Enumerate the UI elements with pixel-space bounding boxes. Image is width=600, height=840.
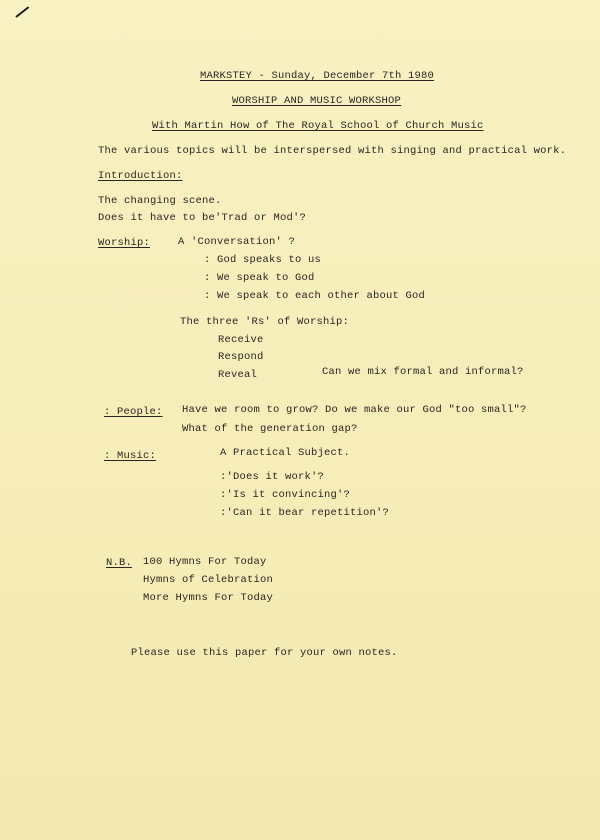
- nb-item: 100 Hymns For Today: [143, 556, 267, 568]
- introduction-line: The changing scene.: [98, 195, 222, 207]
- worship-point: : God speaks to us: [204, 254, 322, 266]
- introduction-line: Does it have to be'Trad or Mod'?: [98, 212, 307, 224]
- people-line: What of the generation gap?: [182, 423, 358, 435]
- worship-conversation: A 'Conversation' ?: [178, 236, 296, 248]
- nb-item: More Hymns For Today: [143, 592, 274, 604]
- footer-note: Please use this paper for your own notes.: [131, 647, 398, 659]
- header-date-line: MARKSTEY - Sunday, December 7th 1980: [200, 70, 435, 82]
- rs-item: Reveal: [218, 369, 258, 381]
- pen-mark: [15, 6, 29, 17]
- music-subject: A Practical Subject.: [220, 447, 351, 459]
- header-title: WORSHIP AND MUSIC WORKSHOP: [232, 95, 402, 107]
- worship-question: Can we mix formal and informal?: [322, 366, 524, 378]
- rs-item: Receive: [218, 334, 264, 346]
- music-heading: : Music:: [104, 450, 157, 462]
- worship-point: : We speak to God: [204, 272, 315, 284]
- nb-heading: N.B.: [106, 557, 133, 569]
- people-heading: : People:: [104, 406, 163, 418]
- worship-heading: Worship:: [98, 237, 151, 249]
- music-point: :'Is it convincing'?: [220, 489, 351, 501]
- rs-item: Respond: [218, 351, 264, 363]
- music-point: :'Can it bear repetition'?: [220, 507, 390, 519]
- intro-text: The various topics will be interspersed with singing and practical work.: [98, 145, 567, 157]
- three-rs-heading: The three 'Rs' of Worship:: [180, 316, 350, 328]
- introduction-heading: Introduction:: [98, 170, 183, 182]
- music-point: :'Does it work'?: [220, 471, 325, 483]
- worship-point: : We speak to each other about God: [204, 290, 426, 302]
- nb-item: Hymns of Celebration: [143, 574, 274, 586]
- people-line: Have we room to grow? Do we make our God "too small"?: [182, 404, 527, 416]
- header-presenter: With Martin How of The Royal School of Church Music: [152, 120, 484, 132]
